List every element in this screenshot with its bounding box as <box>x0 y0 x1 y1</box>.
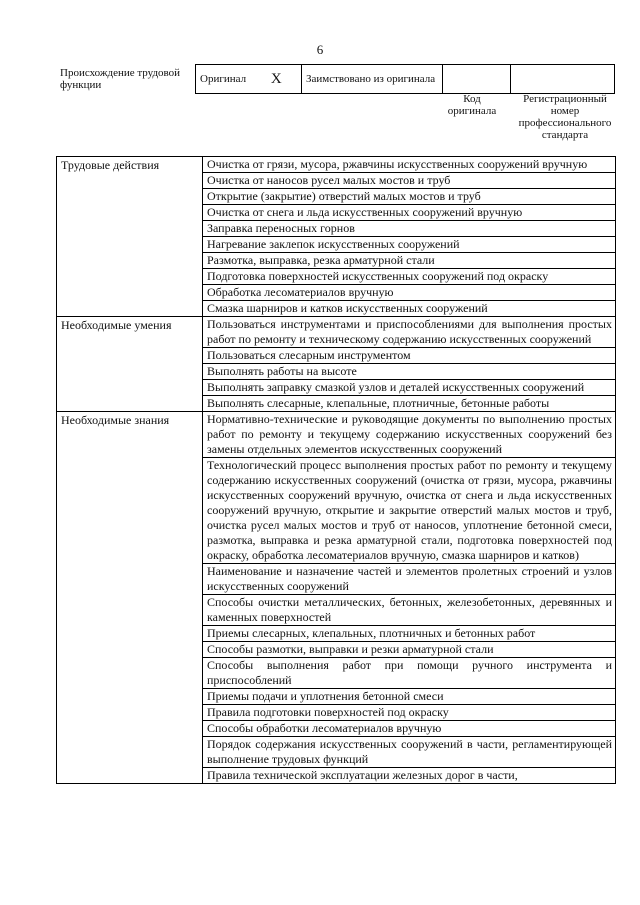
section-item: Нормативно-технические и руководящие документы по выполнению простых работ по ремонту и текущему содержанию искусственных сооружений без замены отдельных элементов искусственных сооружений <box>203 412 616 458</box>
borrowed-label: Заимствовано из оригинала <box>302 65 443 94</box>
reg-number-caption: Регистрационный номер профессионального стандарта <box>518 93 612 141</box>
section-label: Трудовые действия <box>57 157 203 317</box>
section-item: Очистка от наносов русел малых мостов и труб <box>203 173 616 189</box>
section-item: Размотка, выправка, резка арматурной стали <box>203 253 616 269</box>
section-item: Приемы подачи и уплотнения бетонной смеси <box>203 689 616 705</box>
section-item: Нагревание заклепок искусственных сооружений <box>203 237 616 253</box>
section-item: Способы очистки металлических, бетонных, железобетонных, деревянных и каменных поверхностей <box>203 595 616 626</box>
section-item: Смазка шарниров и катков искусственных сооружений <box>203 301 616 317</box>
reg-number-cell <box>511 65 615 94</box>
code-caption: Код оригинала <box>447 93 497 117</box>
section-item: Приемы слесарных, клепальных, плотничных и бетонных работ <box>203 626 616 642</box>
section-item: Выполнять работы на высоте <box>203 364 616 380</box>
table-row <box>57 412 616 458</box>
section-item: Подготовка поверхностей искусственных сооружений под окраску <box>203 269 616 285</box>
function-table <box>56 156 616 784</box>
section-item: Порядок содержания искусственных сооружений в части, регламентирующей выполнение трудовых функций <box>203 737 616 768</box>
section-item: Пользоваться инструментами и приспособлениями для выполнения простых работ по ремонту и техническому содержанию искусственных сооружений <box>203 317 616 348</box>
section-item: Обработка лесоматериалов вручную <box>203 285 616 301</box>
section-item: Способы выполнения работ при помощи ручного инструмента и приспособлений <box>203 658 616 689</box>
section-item: Способы размотки, выправки и резки арматурной стали <box>203 642 616 658</box>
original-mark: X <box>252 65 302 94</box>
section-item: Пользоваться слесарным инструментом <box>203 348 616 364</box>
origin-label: Происхождение трудовой функции <box>60 67 181 91</box>
original-label: Оригинал <box>196 65 252 94</box>
table-row <box>57 317 616 348</box>
section-label: Необходимые знания <box>57 412 203 784</box>
section-label: Необходимые умения <box>57 317 203 412</box>
section-item: Открытие (закрытие) отверстий малых мостов и труб <box>203 189 616 205</box>
section-item: Способы обработки лесоматериалов вручную <box>203 721 616 737</box>
table-row <box>57 157 616 173</box>
section-item: Выполнять слесарные, клепальные, плотничные, бетонные работы <box>203 396 616 412</box>
section-item: Выполнять заправку смазкой узлов и деталей искусственных сооружений <box>203 380 616 396</box>
section-item: Наименование и назначение частей и элементов пролетных строений и узлов искусственных сооружений <box>203 564 616 595</box>
origin-table <box>195 64 615 94</box>
section-item: Правила технической эксплуатации железных дорог в части, <box>203 768 616 784</box>
section-item: Очистка от снега и льда искусственных сооружений вручную <box>203 205 616 221</box>
section-item: Очистка от грязи, мусора, ржавчины искусственных сооружений вручную <box>203 157 616 173</box>
section-item: Заправка переносных горнов <box>203 221 616 237</box>
section-item: Правила подготовки поверхностей под окраску <box>203 705 616 721</box>
original-code-cell <box>443 65 511 94</box>
page-number: 6 <box>316 42 324 57</box>
section-item: Технологический процесс выполнения простых работ по ремонту и текущему содержанию искусственных сооружений (очистка от грязи, мусора, ржавчины искусственных сооружений вручную, очистка от снега и льда искусственных сооружений вручную, открытие и закрытие отверстий малых мостов и труб, очистка русел малых мостов и труб от наносов, уплотнение бетонной смеси, размотка, выправка и резка арматурной стали, подготовка поверхностей под окраску, обработка лесоматериалов вручную, смазка шарниров и катков) <box>203 458 616 564</box>
